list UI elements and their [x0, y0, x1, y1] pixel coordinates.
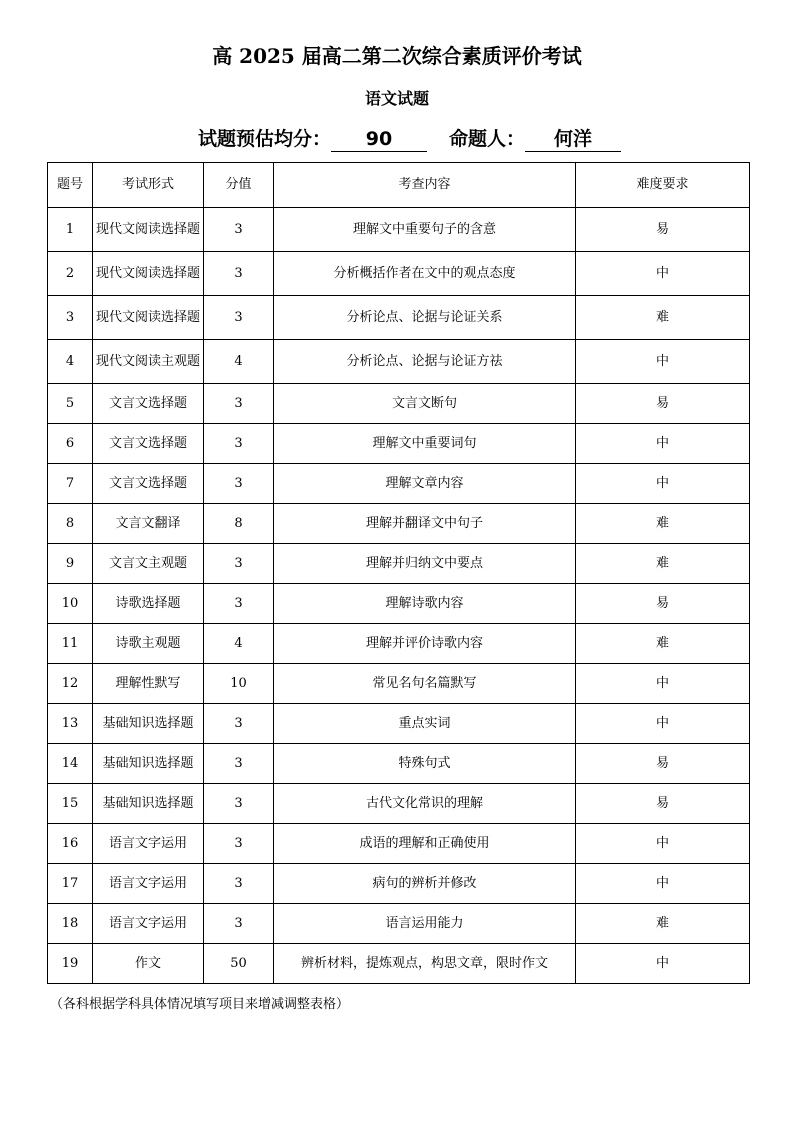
column-header-difficulty: 难度要求: [576, 163, 750, 208]
cell-number: 1: [48, 208, 93, 252]
cell-content: 理解并评价诗歌内容: [274, 624, 576, 664]
cell-number: 11: [48, 624, 93, 664]
exam-spec-table: [47, 162, 750, 984]
table-row: [48, 296, 750, 340]
cell-form: 语言文字运用: [93, 824, 204, 864]
cell-score: 3: [204, 208, 274, 252]
cell-form: 基础知识选择题: [93, 704, 204, 744]
score-value: 90: [331, 127, 427, 152]
footnote: （各科根据学科具体情况填写项目来增减调整表格）: [50, 997, 350, 1012]
cell-content: 分析论点、论据与论证方祛: [274, 340, 576, 384]
cell-form: 文言文选择题: [93, 424, 204, 464]
cell-form: 理解性默写: [93, 664, 204, 704]
cell-difficulty: 难: [576, 544, 750, 584]
cell-content: 理解文章内容: [274, 464, 576, 504]
cell-score: 3: [204, 544, 274, 584]
cell-content: 理解文中重要句子的含意: [274, 208, 576, 252]
cell-content: 古代文化常识的理解: [274, 784, 576, 824]
cell-number: 4: [48, 340, 93, 384]
cell-score: 3: [204, 704, 274, 744]
table-header-row: [48, 163, 750, 208]
column-header-score: 分值: [204, 163, 274, 208]
cell-content: 理解文中重要词句: [274, 424, 576, 464]
cell-difficulty: 中: [576, 340, 750, 384]
cell-score: 3: [204, 864, 274, 904]
cell-form: 作文: [93, 944, 204, 984]
cell-form: 现代文阅读选择题: [93, 296, 204, 340]
column-header-form: 考试形式: [93, 163, 204, 208]
author-label: 命题人：: [449, 128, 526, 150]
cell-difficulty: 中: [576, 864, 750, 904]
cell-form: 语言文字运用: [93, 864, 204, 904]
cell-content: 重点实词: [274, 704, 576, 744]
cell-score: 8: [204, 504, 274, 544]
cell-difficulty: 中: [576, 664, 750, 704]
cell-number: 9: [48, 544, 93, 584]
cell-form: 语言文字运用: [93, 904, 204, 944]
cell-number: 6: [48, 424, 93, 464]
author-value: 何洋: [525, 127, 621, 152]
cell-score: 4: [204, 624, 274, 664]
cell-content: 文言文断句: [274, 384, 576, 424]
cell-form: 现代文阅读选择题: [93, 208, 204, 252]
cell-score: 3: [204, 824, 274, 864]
cell-score: 3: [204, 424, 274, 464]
column-header-content: 考查内容: [274, 163, 576, 208]
cell-number: 2: [48, 252, 93, 296]
cell-number: 19: [48, 944, 93, 984]
cell-difficulty: 易: [576, 384, 750, 424]
table-row: [48, 464, 750, 504]
cell-content: 辨析材料，提炼观点，构思文章，限时作文: [274, 944, 576, 984]
cell-number: 18: [48, 904, 93, 944]
cell-number: 16: [48, 824, 93, 864]
cell-content: 语言运用能力: [274, 904, 576, 944]
cell-content: 分析论点、论据与论证关系: [274, 296, 576, 340]
table-row: [48, 864, 750, 904]
cell-difficulty: 易: [576, 584, 750, 624]
cell-difficulty: 中: [576, 704, 750, 744]
table-row: [48, 784, 750, 824]
cell-difficulty: 难: [576, 904, 750, 944]
cell-form: 现代文阅读主观题: [93, 340, 204, 384]
cell-content: 理解并翻译文中句子: [274, 504, 576, 544]
cell-number: 5: [48, 384, 93, 424]
document-title: 高 2025 届高二第二次综合素质评价考试: [212, 44, 582, 68]
cell-number: 3: [48, 296, 93, 340]
cell-difficulty: 中: [576, 944, 750, 984]
cell-difficulty: 易: [576, 208, 750, 252]
table-row: [48, 544, 750, 584]
cell-content: 成语的理解和正确使用: [274, 824, 576, 864]
cell-content: 特殊句式: [274, 744, 576, 784]
cell-number: 14: [48, 744, 93, 784]
cell-form: 现代文阅读选择题: [93, 252, 204, 296]
cell-form: 文言文翻译: [93, 504, 204, 544]
cell-content: 常见名句名篇默写: [274, 664, 576, 704]
table-row: [48, 744, 750, 784]
cell-number: 15: [48, 784, 93, 824]
cell-number: 7: [48, 464, 93, 504]
table-row: [48, 424, 750, 464]
cell-score: 3: [204, 904, 274, 944]
table-row: [48, 384, 750, 424]
table-row: [48, 944, 750, 984]
cell-number: 8: [48, 504, 93, 544]
cell-form: 诗歌主观题: [93, 624, 204, 664]
table-row: [48, 824, 750, 864]
cell-number: 17: [48, 864, 93, 904]
table-row: [48, 904, 750, 944]
table-row: [48, 252, 750, 296]
column-header-number: 题号: [48, 163, 93, 208]
table-row: [48, 584, 750, 624]
cell-score: 3: [204, 464, 274, 504]
table-row: [48, 664, 750, 704]
cell-difficulty: 易: [576, 784, 750, 824]
cell-number: 10: [48, 584, 93, 624]
cell-number: 13: [48, 704, 93, 744]
cell-content: 理解并归纳文中要点: [274, 544, 576, 584]
cell-difficulty: 中: [576, 252, 750, 296]
cell-difficulty: 中: [576, 824, 750, 864]
cell-score: 50: [204, 944, 274, 984]
cell-score: 3: [204, 296, 274, 340]
table-row: [48, 624, 750, 664]
cell-difficulty: 中: [576, 424, 750, 464]
cell-score: 3: [204, 584, 274, 624]
cell-content: 理解诗歌内容: [274, 584, 576, 624]
cell-content: 分析概括作者在文中的观点态度: [274, 252, 576, 296]
table-row: [48, 340, 750, 384]
table-row: [48, 504, 750, 544]
cell-difficulty: 易: [576, 744, 750, 784]
cell-form: 基础知识选择题: [93, 784, 204, 824]
cell-form: 诗歌选择题: [93, 584, 204, 624]
cell-form: 文言文选择题: [93, 384, 204, 424]
cell-score: 3: [204, 784, 274, 824]
table-row: [48, 208, 750, 252]
cell-difficulty: 难: [576, 624, 750, 664]
cell-difficulty: 中: [576, 464, 750, 504]
score-label: 试题预估均分：: [198, 128, 332, 150]
cell-form: 文言文主观题: [93, 544, 204, 584]
cell-score: 3: [204, 252, 274, 296]
cell-score: 3: [204, 384, 274, 424]
cell-form: 文言文选择题: [93, 464, 204, 504]
cell-score: 3: [204, 744, 274, 784]
cell-form: 基础知识选择题: [93, 744, 204, 784]
cell-difficulty: 难: [576, 296, 750, 340]
table-row: [48, 704, 750, 744]
cell-score: 10: [204, 664, 274, 704]
cell-content: 病句的辨析并修改: [274, 864, 576, 904]
exam-meta-line: [198, 124, 621, 152]
cell-number: 12: [48, 664, 93, 704]
cell-score: 4: [204, 340, 274, 384]
cell-difficulty: 难: [576, 504, 750, 544]
document-subtitle: 语文试题: [364, 89, 429, 108]
